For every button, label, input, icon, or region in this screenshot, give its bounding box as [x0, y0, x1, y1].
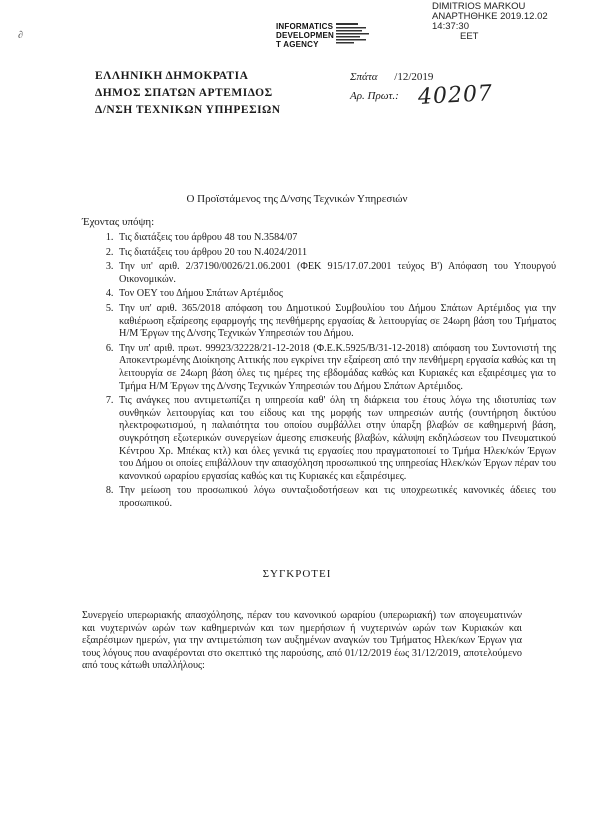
- header-directorate: Δ/ΝΣΗ ΤΕΧΝΙΚΩΝ ΥΠΗΡΕΣΙΩΝ: [95, 104, 281, 116]
- list-item: 2. Τις διατάξεις του άρθρου 20 του Ν.4024/2011: [116, 247, 556, 260]
- considerations-intro: Έχοντας υπόψη:: [82, 216, 155, 228]
- header-municipality: ΔΗΜΟΣ ΣΠΑΤΩΝ ΑΡΤΕΜΙΔΟΣ: [95, 87, 273, 99]
- signature-timezone: EET: [460, 31, 479, 42]
- digital-signature-stamp: [432, 2, 582, 42]
- date-value: /12/2019: [394, 71, 434, 83]
- protocol-label: Αρ. Πρωτ.:: [350, 90, 399, 102]
- list-item: 8. Την μείωση του προσωπικού λόγω συνταξιοδοτήσεων και τις υποχρεωτικές κανονικές άδειες του προσωπικού.: [116, 485, 556, 510]
- list-item: 1. Τις διατάξεις του άρθρου 48 του Ν.3584/07: [116, 232, 556, 245]
- list-item: 4. Τον ΟΕΥ του Δήμου Σπάτων Αρτέμιδος: [116, 288, 556, 301]
- agency-line-3: T AGENCY: [276, 40, 319, 49]
- agency-seal-icon: [335, 22, 390, 48]
- agency-line-1: INFORMATICS: [276, 22, 334, 31]
- list-item: 7. Τις ανάγκες που αντιμετωπίζει η υπηρεσία καθ' όλη τη διάρκεια του έτους λόγω της ιδιοτυπίας των συνθηκών λειτουργίας και του είδους και της μορφής των υπηρεσιών αυτής (συντήρηση δικτύου ηλεκτροφωτισμού, η παλαιότητα του οποίου συμβάλλει στην ύπαρξη βλαβών σε καθημερινή βάση, συγκρότηση εξωτερικών συνεργείων άμεσης επισκευής βλαβών, κάλυψη εκδηλώσεων του Πνευματικού Κέντρου Χρ. Μπέκας κτλ) και όλες γενικά τις εργασίες που πραγματοποιεί το Τμήμα Ηλεκ/κών Έργων του Δήμου οι οποίες επιβάλλουν την απασχόληση προσωπικού της υπηρεσίας Ηλεκ/κών Έργων πέραν του κανονικού ωραρίου εργασίας καθώς και τις Κυριακές και εξαιρέσιμες.: [116, 395, 556, 483]
- signature-posted-label: ΑΝΑΡΤΗΘΗΚΕ: [432, 11, 498, 22]
- decision-heading: ΣΥΓΚΡΟΤΕΙ: [262, 568, 332, 580]
- agency-line-2: DEVELOPMEN: [276, 31, 335, 40]
- place-label: Σπάτα: [350, 71, 378, 83]
- header-republic: ΕΛΛΗΝΙΚΗ ΔΗΜΟΚΡΑΤΙΑ: [95, 70, 249, 82]
- list-item: 5. Την υπ' αριθ. 365/2018 απόφαση του Δημοτικού Συμβουλίου του Δήμου Σπάτων Αρτέμιδος για την καθιέρωση εξαίρεσης εφαρμογής της πενθήμερης εργασίας & λειτουργίας σε 24ωρη βάση του Τμήματος Η/Μ Έργων της Δ/νσης Τεχνικών Υπηρεσιών του Δήμου.: [116, 303, 556, 341]
- document-title: Ο Προϊστάμενος της Δ/νσης Τεχνικών Υπηρεσιών: [186, 193, 408, 205]
- list-item: 3. Την υπ' αριθ. 2/37190/0026/21.06.2001 (ΦΕΚ 915/17.07.2001 τεύχος Β') Απόφαση του Υπουργού Οικονομικών.: [116, 261, 556, 286]
- considerations-list: [82, 232, 556, 512]
- document-header: [95, 68, 281, 119]
- corner-mark: ∂: [18, 30, 23, 41]
- list-item: 6. Την υπ' αριθ. πρωτ. 99923/32228/21-12-2018 (Φ.Ε.Κ.5925/Β/31-12-2018) απόφαση του Συντονιστή της Αποκεντρωμένης Διοίκησης Αττικής που εγκρίνει την εξαίρεση από την πενθήμερη εργασία καθώς και τη λειτουργία σε 24ωρη βάση όλες τις ημέρες της εβδομάδας καθώς και Κυριακές και εξαιρέσιμες για το Τμήμα Η/Μ Έργων της Δ/νσης Τεχνικών Υπηρεσιών του Δήμου Σπάτων Αρτέμιδος.: [116, 343, 556, 393]
- agency-stamp: [276, 22, 334, 49]
- signer-name: DIMITRIOS MARKOU: [432, 1, 526, 12]
- protocol-number-handwritten: 40207: [417, 81, 494, 110]
- decision-body-paragraph: Συνεργείο υπερωριακής απασχόλησης, πέραν του κανονικού ωραρίου (υπερωριακή) των απογευματινών και νυχτερινών ωρών των καθημερινών και των ημερήσιων ή νυχτερινών ωρών των Κυριακών και εξαιρέσιμων ημερών, για την αντιμετώπιση των αυξημένων αναγκών του Τμήματος Ηλεκ/κων Έργων για τους λόγους που αναφέρονται στο σκεπτικό της παρούσης, από 01/12/2019 έως 31/12/2019, αποτελούμενο από τους κάτωθι υπαλλήλους:: [82, 610, 522, 672]
- signature-datetime: 2019.12.02 14:37:30: [432, 11, 548, 32]
